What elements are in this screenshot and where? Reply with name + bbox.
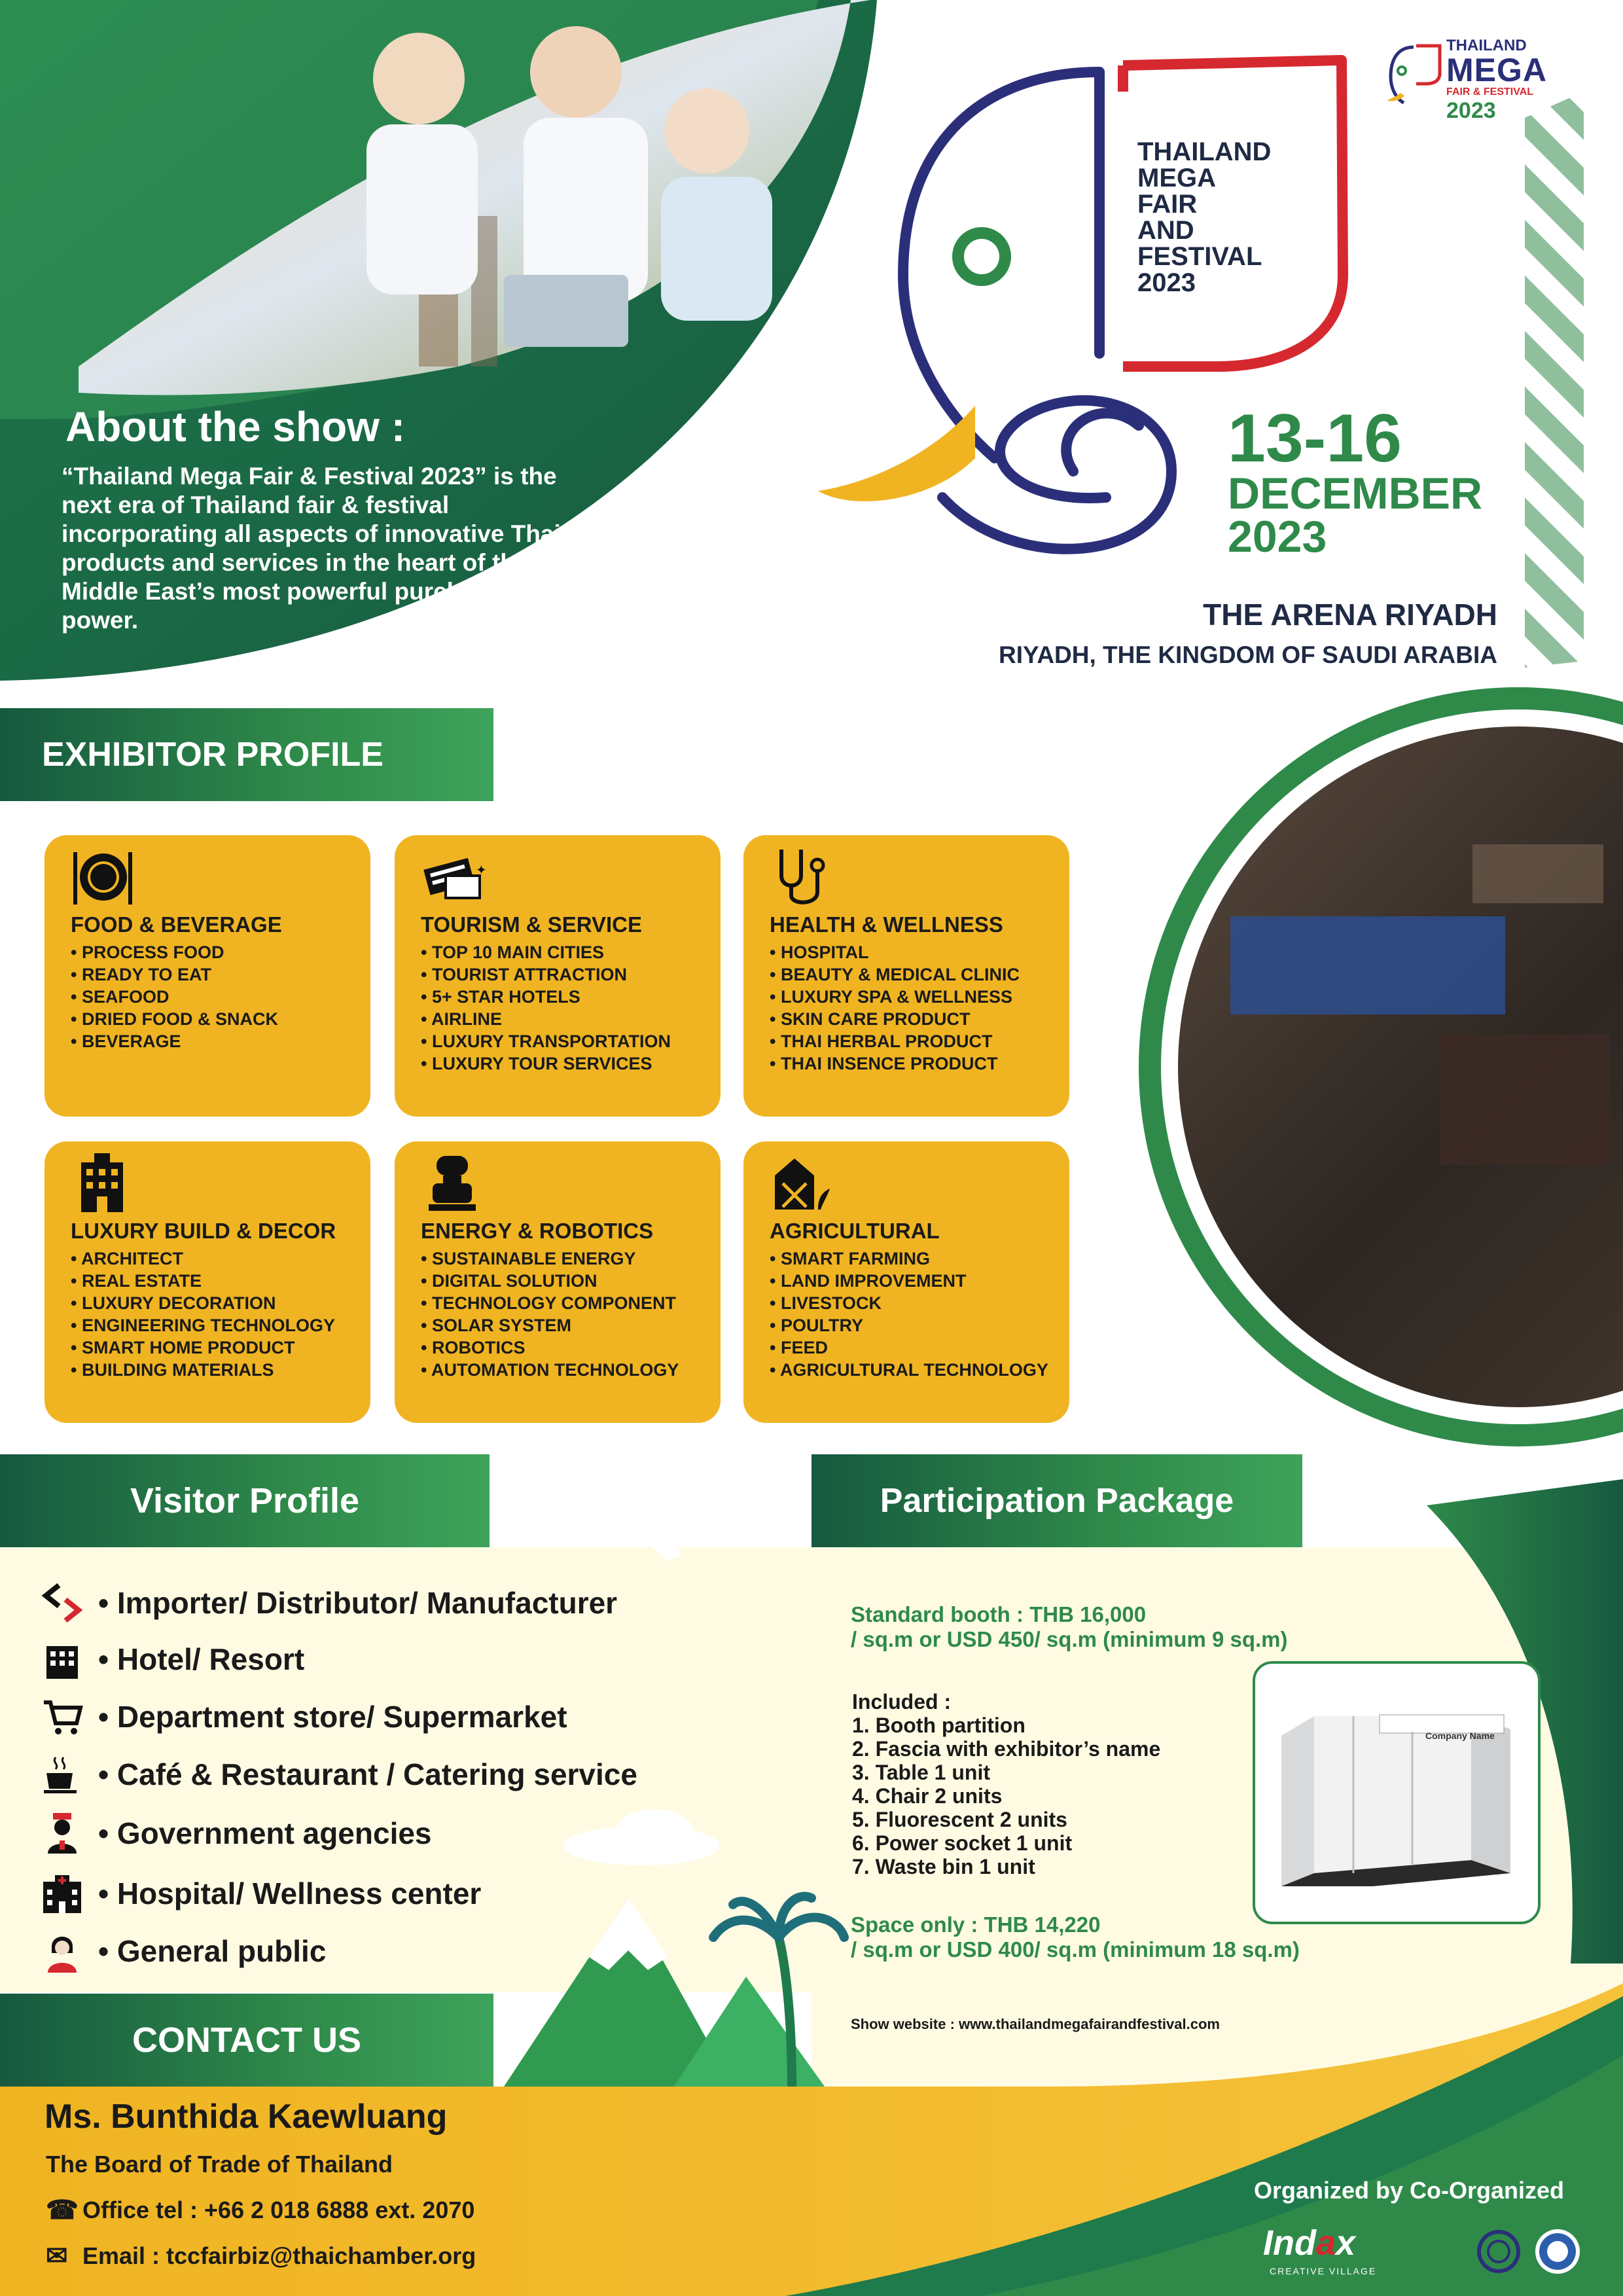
organizer-logo-part: Ind bbox=[1263, 2223, 1316, 2263]
logo-line2: MEGA bbox=[1446, 52, 1547, 88]
list-item: • AGRICULTURAL TECHNOLOGY bbox=[770, 1359, 1048, 1381]
organized-by-label: Organized by Co-Organized bbox=[1254, 2177, 1565, 2204]
standard-booth-line2: / sq.m or USD 450/ sq.m (minimum 9 sq.m) bbox=[851, 1627, 1288, 1651]
list-item: 1. Booth partition bbox=[852, 1713, 1026, 1737]
exhibitor-card-list bbox=[71, 1247, 335, 1381]
list-item: • ARCHITECT bbox=[71, 1247, 335, 1270]
event-date-year: 2023 bbox=[1228, 512, 1327, 562]
person-icon bbox=[26, 1928, 98, 1974]
list-item: • ENGINEERING TECHNOLOGY bbox=[71, 1314, 335, 1336]
exhibitor-card-list bbox=[421, 1247, 679, 1381]
space-only-price bbox=[851, 1912, 1300, 1962]
logo-line3: FAIR & FESTIVAL bbox=[1446, 86, 1534, 98]
contact-email[interactable] bbox=[46, 2240, 476, 2272]
visitor-item bbox=[26, 1694, 567, 1740]
included-title: Included : bbox=[852, 1690, 952, 1713]
exhibitor-card-title: AGRICULTURAL bbox=[770, 1219, 940, 1243]
list-item: 6. Power socket 1 unit bbox=[852, 1831, 1073, 1855]
standard-booth-line1: Standard booth : THB 16,000 bbox=[851, 1602, 1147, 1626]
visitor-item-label: • Café & Restaurant / Catering service bbox=[98, 1757, 637, 1792]
list-item: • AIRLINE bbox=[421, 1008, 671, 1030]
contact-phone[interactable] bbox=[46, 2194, 474, 2227]
exhibitor-card-title: TOURISM & SERVICE bbox=[421, 912, 643, 937]
list-item: • LAND IMPROVEMENT bbox=[770, 1270, 1048, 1292]
list-item: • LUXURY SPA & WELLNESS bbox=[770, 986, 1020, 1008]
list-item: 7. Waste bin 1 unit bbox=[852, 1855, 1035, 1878]
stethoscope-icon bbox=[768, 843, 834, 908]
exhibitor-card-list bbox=[770, 1247, 1048, 1381]
exhibitor-card-title: HEALTH & WELLNESS bbox=[770, 912, 1003, 937]
fair-title bbox=[1137, 139, 1334, 296]
visitor-item bbox=[26, 1751, 637, 1797]
building-icon bbox=[69, 1149, 135, 1215]
list-item: • READY TO EAT bbox=[71, 963, 278, 986]
event-logo bbox=[1387, 37, 1571, 122]
fair-title-line: AND bbox=[1137, 216, 1194, 245]
list-item: 2. Fascia with exhibitor’s name bbox=[852, 1737, 1161, 1761]
exhibitor-card-energy bbox=[395, 1141, 721, 1423]
list-item: • BEAUTY & MEDICAL CLINIC bbox=[770, 963, 1020, 986]
exhibitor-card-list bbox=[71, 941, 278, 1052]
contact-name: Ms. Bunthida Kaewluang bbox=[45, 2098, 448, 2136]
list-item: • THAI INSENCE PRODUCT bbox=[770, 1052, 1020, 1075]
about-text: “Thailand Mega Fair & Festival 2023” is the next era of Thailand fair & festival incorporating all aspects of innovative Thai products and services in the heart of the Middle East’s most powerful purchasing power. bbox=[62, 463, 561, 634]
list-item: • 5+ STAR HOTELS bbox=[421, 986, 671, 1008]
exhibitor-card-title: FOOD & BEVERAGE bbox=[71, 912, 282, 937]
list-item: • LUXURY TOUR SERVICES bbox=[421, 1052, 671, 1075]
event-date-days: 13-16 bbox=[1228, 401, 1402, 476]
exhibitor-card-food bbox=[45, 835, 370, 1117]
list-item: • PROCESS FOOD bbox=[71, 941, 278, 963]
fair-title-line: FESTIVAL bbox=[1137, 242, 1262, 271]
list-item: • SMART FARMING bbox=[770, 1247, 1048, 1270]
organizer-logo-part: a bbox=[1315, 2223, 1336, 2263]
visitor-profile-heading: Visitor Profile bbox=[0, 1454, 490, 1547]
visitor-item-label: • Importer/ Distributor/ Manufacturer bbox=[98, 1585, 617, 1621]
logo-line1: THAILAND bbox=[1446, 37, 1527, 54]
list-item: • SOLAR SYSTEM bbox=[421, 1314, 679, 1336]
robot-icon bbox=[419, 1149, 485, 1215]
list-item: • TOP 10 MAIN CITIES bbox=[421, 941, 671, 963]
space-only-line1: Space only : THB 14,220 bbox=[851, 1912, 1101, 1937]
list-item: • TOURIST ATTRACTION bbox=[421, 963, 671, 986]
envelope-icon: ✉ bbox=[46, 2242, 68, 2270]
standard-booth-price bbox=[851, 1602, 1288, 1652]
visitor-item-label: • Hotel/ Resort bbox=[98, 1641, 304, 1677]
exhibitor-card-health bbox=[743, 835, 1069, 1117]
list-item: • SMART HOME PRODUCT bbox=[71, 1336, 335, 1359]
visitor-item bbox=[26, 1810, 432, 1856]
exhibitor-card-tourism bbox=[395, 835, 721, 1117]
event-date-month: DECEMBER bbox=[1228, 469, 1483, 518]
exchange-arrows-icon bbox=[26, 1580, 98, 1626]
list-item: • BUILDING MATERIALS bbox=[71, 1359, 335, 1381]
booth-image bbox=[1255, 1664, 1538, 1922]
exhibitor-card-list bbox=[421, 941, 671, 1075]
fair-title-line: MEGA bbox=[1137, 164, 1216, 192]
organizer-logo bbox=[1263, 2223, 1355, 2263]
exhibitor-card-agri bbox=[743, 1141, 1069, 1423]
list-item: • AUTOMATION TECHNOLOGY bbox=[421, 1359, 679, 1381]
exhibitor-card-title: LUXURY BUILD & DECOR bbox=[71, 1219, 336, 1243]
visitor-item bbox=[26, 1636, 304, 1682]
about-title: About the show : bbox=[65, 403, 406, 450]
booth-illustration bbox=[1253, 1661, 1541, 1924]
contact-us-heading: CONTACT US bbox=[0, 1994, 493, 2087]
included-list bbox=[852, 1690, 1160, 1878]
hospital-icon bbox=[26, 1871, 98, 1916]
list-item: • THAI HERBAL PRODUCT bbox=[770, 1030, 1020, 1052]
shopping-cart-icon bbox=[26, 1694, 98, 1740]
barn-icon bbox=[768, 1149, 834, 1215]
tickets-icon bbox=[419, 843, 485, 908]
contact-email-text: Email : tccfairbiz@thaichamber.org bbox=[82, 2242, 476, 2269]
coffee-cup-icon bbox=[26, 1751, 98, 1797]
organizer-logo-sub: CREATIVE VILLAGE bbox=[1270, 2266, 1377, 2276]
logo-line4: 2023 bbox=[1446, 98, 1496, 123]
list-item: • BEVERAGE bbox=[71, 1030, 278, 1052]
visitor-item bbox=[26, 1928, 326, 1974]
visitor-item-label: • Department store/ Supermarket bbox=[98, 1699, 567, 1734]
list-item: • DRIED FOOD & SNACK bbox=[71, 1008, 278, 1030]
list-item: • HOSPITAL bbox=[770, 941, 1020, 963]
list-item: • LIVESTOCK bbox=[770, 1292, 1048, 1314]
list-item: 5. Fluorescent 2 units bbox=[852, 1808, 1067, 1831]
officer-icon bbox=[26, 1810, 98, 1856]
list-item: • SUSTAINABLE ENERGY bbox=[421, 1247, 679, 1270]
space-only-line2: / sq.m or USD 400/ sq.m (minimum 18 sq.m) bbox=[851, 1937, 1300, 1962]
contact-organization: The Board of Trade of Thailand bbox=[46, 2151, 393, 2178]
phone-icon: ☎ bbox=[46, 2196, 79, 2225]
exhibitor-card-build bbox=[45, 1141, 370, 1423]
booth-fascia-label: Company Name bbox=[1425, 1731, 1495, 1741]
participation-package-heading: Participation Package bbox=[812, 1454, 1302, 1547]
visitor-item bbox=[26, 1871, 481, 1916]
contact-phone-text: Office tel : +66 2 018 6888 ext. 2070 bbox=[82, 2197, 475, 2223]
list-item: • POULTRY bbox=[770, 1314, 1048, 1336]
fair-title-line: FAIR bbox=[1137, 190, 1198, 219]
list-item: 3. Table 1 unit bbox=[852, 1761, 990, 1784]
event-location: RIYADH, THE KINGDOM OF SAUDI ARABIA bbox=[999, 641, 1497, 668]
list-item: • LUXURY TRANSPORTATION bbox=[421, 1030, 671, 1052]
list-item: • TECHNOLOGY COMPONENT bbox=[421, 1292, 679, 1314]
visitor-item-label: • Government agencies bbox=[98, 1816, 432, 1851]
show-website[interactable]: Show website : www.thailandmegafairandfestival.com bbox=[851, 2016, 1220, 2032]
visitor-item bbox=[26, 1580, 617, 1626]
list-item: • REAL ESTATE bbox=[71, 1270, 335, 1292]
list-item: • ROBOTICS bbox=[421, 1336, 679, 1359]
event-venue: THE ARENA RIYADH bbox=[1203, 598, 1497, 632]
exhibitor-card-list bbox=[770, 941, 1020, 1075]
list-item: • DIGITAL SOLUTION bbox=[421, 1270, 679, 1292]
organizer-logo-part: x bbox=[1336, 2223, 1356, 2263]
list-item: • SEAFOOD bbox=[71, 986, 278, 1008]
list-item: • SKIN CARE PRODUCT bbox=[770, 1008, 1020, 1030]
fair-title-line: THAILAND bbox=[1137, 137, 1272, 166]
list-item: • FEED bbox=[770, 1336, 1048, 1359]
co-organizer-logo-icon bbox=[1472, 2225, 1590, 2278]
visitor-item-label: • General public bbox=[98, 1933, 326, 1969]
visitor-item-label: • Hospital/ Wellness center bbox=[98, 1876, 481, 1911]
svg-text:✦: ✦ bbox=[476, 863, 487, 878]
plate-cutlery-icon bbox=[69, 843, 135, 908]
exhibitor-card-title: ENERGY & ROBOTICS bbox=[421, 1219, 654, 1243]
exhibitor-profile-heading: EXHIBITOR PROFILE bbox=[0, 708, 493, 801]
hotel-icon bbox=[26, 1636, 98, 1682]
list-item: • LUXURY DECORATION bbox=[71, 1292, 335, 1314]
elephant-logo-icon bbox=[1387, 41, 1442, 113]
list-item: 4. Chair 2 units bbox=[852, 1784, 1003, 1808]
fair-title-line: 2023 bbox=[1137, 268, 1196, 297]
